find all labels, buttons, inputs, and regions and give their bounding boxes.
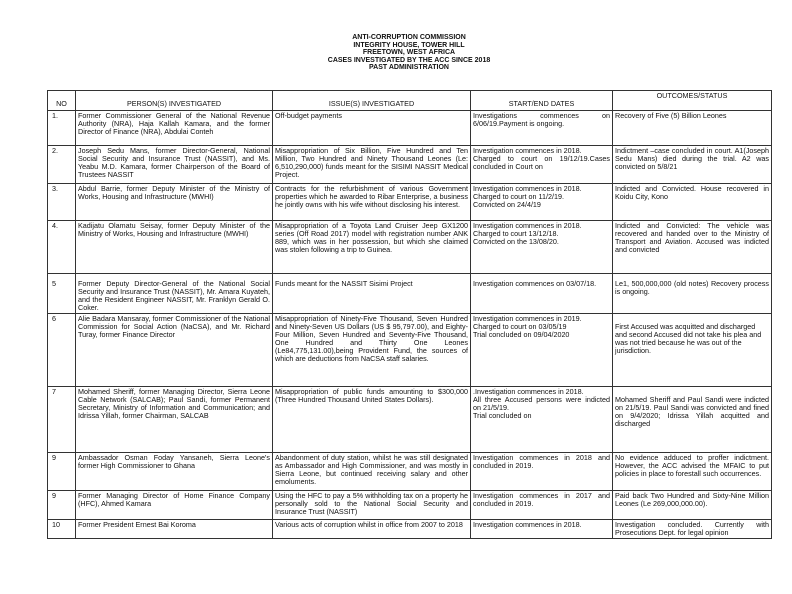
- case-number-cell: 2.: [48, 146, 76, 184]
- column-header-persons: PERSON(S) INVESTIGATED: [76, 91, 273, 111]
- table-header-row: [48, 91, 772, 111]
- issue-investigated-cell: Misappropriation of a Toyota Land Cruiser Jeep GX1200 series (Off Road 2017) model with registration number ANK 889, which was in her possession, but which she claimed was stolen following a trip to Guinea.: [273, 221, 471, 274]
- dates-cell: Investigation commences in 2017 and concluded in 2019.: [471, 491, 613, 520]
- case-number-cell: 7: [48, 387, 76, 453]
- table-row: [48, 184, 772, 221]
- outcome-status-cell: Indicted and Convicted: The vehicle was recovered and handed over to the Ministry of Transport and Aviation. Accused was indicted and convicted: [613, 221, 772, 274]
- outcome-status-cell: Mohamed Sheriff and Paul Sandi were indicted on 21/5/19. Paul Sandi was convicted and fined on 9/4/2020; Idrissa Yillah acquitted and discharged: [613, 387, 772, 453]
- table-row: [48, 221, 772, 274]
- table-row: [48, 491, 772, 520]
- column-header-outcomes: OUTCOMES/STATUS: [613, 91, 772, 111]
- outcome-status-cell: Indicted and Convicted. House recovered in Koidu City, Kono: [613, 184, 772, 221]
- table-row: [48, 453, 772, 491]
- case-number-cell: 9: [48, 453, 76, 491]
- case-number-cell: 9: [48, 491, 76, 520]
- case-number-cell: 1.: [48, 111, 76, 146]
- city-address: FREETOWN, WEST AFRICA: [362, 49, 456, 57]
- column-header-dates: START/END DATES: [471, 91, 613, 111]
- document-subtitle: PAST ADMINISTRATION: [369, 64, 449, 72]
- person-investigated-cell: Former Managing Director of Home Finance Company (HFC), Ahmed Kamara: [76, 491, 273, 520]
- dates-cell: Investigations commences on 6/06/19.Payment is ongoing.: [471, 111, 613, 146]
- case-number-cell: 4.: [48, 221, 76, 274]
- table-row: [48, 314, 772, 387]
- person-investigated-cell: Former Commissioner General of the National Revenue Authority (NRA), Haja Kallah Kamara, and the former Director of Finance (NRA), Abdulai Conteh: [76, 111, 273, 146]
- dates-cell: Investigation commences on 03/07/18.: [471, 274, 613, 314]
- person-investigated-cell: Joseph Sedu Mans, former Director-General, National Social Security and Insurance Trust (NASSIT), and Ms. Yeabu M.D. Kamara, former Chairperson of the Board of Trustees NASSIT: [76, 146, 273, 184]
- case-number-cell: 5: [48, 274, 76, 314]
- dates-cell: Investigation commences in 2018.: [471, 520, 613, 539]
- person-investigated-cell: Former Deputy Director-General of the National Social Security and Insurance Trust (NASSIT), Mr. Amara Kuyateh, and the Resident Engineer NASSIT, Mr. Franklyn Gerald O. Coker.: [76, 274, 273, 314]
- table-row: [48, 274, 772, 314]
- organization-name: ANTI-CORRUPTION COMMISSION: [352, 34, 466, 41]
- dates-cell: Investigation commences in 2018. Charged to court on 11/2/19. Convicted on 24/4/19: [471, 184, 613, 221]
- document-header: [47, 34, 771, 72]
- building-address: INTEGRITY HOUSE, TOWER HILL: [353, 41, 465, 49]
- person-investigated-cell: Mohamed Sheriff, former Managing Director, Sierra Leone Cable Network (SALCAB); Paul Sandi, former Permanent Secretary, Ministry of Information and Communication; and Idrissa Yillah, former Chairman, SALCAB: [76, 387, 273, 453]
- dates-cell: Investigation commences in 2018. Charged to court 13/12/18. Convicted on the 13/08/20.: [471, 221, 613, 274]
- dates-cell: .Investigation commences in 2018. All three Accused persons were indicted on 21/5/19. Trial concluded on: [471, 387, 613, 453]
- person-investigated-cell: Abdul Barrie, former Deputy Minister of the Ministry of Works, Housing and Infrastructure (MWHI): [76, 184, 273, 221]
- document-title: CASES INVESTIGATED BY THE ACC SINCE 2018: [327, 56, 491, 64]
- issue-investigated-cell: Misappropriation of public funds amounting to $300,000 (Three Hundred Thousand United States Dollars).: [273, 387, 471, 453]
- issue-investigated-cell: Funds meant for the NASSIT Sisimi Project: [273, 274, 471, 314]
- person-investigated-cell: Kadijatu Olamatu Seisay, former Deputy Minister of the Ministry of Works, Housing and Infrastructure (MWHI): [76, 221, 273, 274]
- issue-investigated-cell: Misappropriation of Six Billion, Five Hundred and Ten Million, Two Hundred and Ninety Thousand Leones (Le: 6,510,290,000) funds meant for the SISIMI NASSIT Medical Project.: [273, 146, 471, 184]
- dates-cell: Investigation commences in 2018. Charged to court on 19/12/19.Cases concluded in Court on: [471, 146, 613, 184]
- outcome-status-cell: Le1, 500,000,000 (old notes) Recovery process is ongoing.: [613, 274, 772, 314]
- person-investigated-cell: Ambassador Osman Foday Yansaneh, Sierra Leone's former High Commissioner to Ghana: [76, 453, 273, 491]
- table-row: [48, 111, 772, 146]
- outcome-status-cell: Investigation concluded. Currently with Prosecutions Dept. for legal opinion: [613, 520, 772, 539]
- outcome-status-cell: No evidence adduced to proffer indictment. However, the ACC advised the MFAIC to put policies in place to forestall such occurrences.: [613, 453, 772, 491]
- table-row: [48, 146, 772, 184]
- outcome-status-cell: Indictment –case concluded in court. A1(Joseph Sedu Mans) died during the trial. A2 was convicted on 5/8/21: [613, 146, 772, 184]
- outcome-status-cell: Paid back Two Hundred and Sixty-Nine Million Leones (Le 269,000,000.00).: [613, 491, 772, 520]
- outcome-status-cell: First Accused was acquitted and discharged and second Accused did not take his plea and was not tried because he was out of the jurisdiction.: [613, 314, 772, 387]
- outcome-status-cell: Recovery of Five (5) Billion Leones: [613, 111, 772, 146]
- issue-investigated-cell: Contracts for the refurbishment of various Government properties which he awarded to Ribar Enterprise, a business he jointly owns with his wife without disclosing his interest.: [273, 184, 471, 221]
- column-header-issues: ISSUE(S) INVESTIGATED: [273, 91, 471, 111]
- cases-table: [47, 90, 772, 539]
- issue-investigated-cell: Misappropriation of Ninety-Five Thousand, Seven Hundred and Ninety-Seven US Dollars (US $ 95,797.00), and Eighty-Four Million, Seven Hundred and Seventy-Five Thousand, One Hundred and Thirty One Leones (Le84,775,131.00),being Provident Fund, the sources of which are deductions from NaCSA staff salaries.: [273, 314, 471, 387]
- issue-investigated-cell: Using the HFC to pay a 5% withholding tax on a property he personally sold to the National Social Security and Insurance Trust (NASSIT): [273, 491, 471, 520]
- table-row: [48, 387, 772, 453]
- dates-cell: Investigation commences in 2019. Charged to court on 03/05/19 Trial concluded on 09/04/2020: [471, 314, 613, 387]
- person-investigated-cell: Former President Ernest Bai Koroma: [76, 520, 273, 539]
- dates-cell: Investigation commences in 2018 and concluded in 2019.: [471, 453, 613, 491]
- table-row: [48, 520, 772, 539]
- issue-investigated-cell: Various acts of corruption whilst in office from 2007 to 2018: [273, 520, 471, 539]
- case-number-cell: 10: [48, 520, 76, 539]
- issue-investigated-cell: Off-budget payments: [273, 111, 471, 146]
- issue-investigated-cell: Abandonment of duty station, whilst he was still designated as Ambassador and High Commissioner, and was mostly in Sierra Leone, but continued receiving salary and other emoluments.: [273, 453, 471, 491]
- column-header-no: NO: [48, 91, 76, 111]
- case-number-cell: 3.: [48, 184, 76, 221]
- case-number-cell: 6: [48, 314, 76, 387]
- person-investigated-cell: Alie Badara Mansaray, former Commissioner of the National Commission for Social Action (NaCSA), and Mr. Richard Turay, former Finance Director: [76, 314, 273, 387]
